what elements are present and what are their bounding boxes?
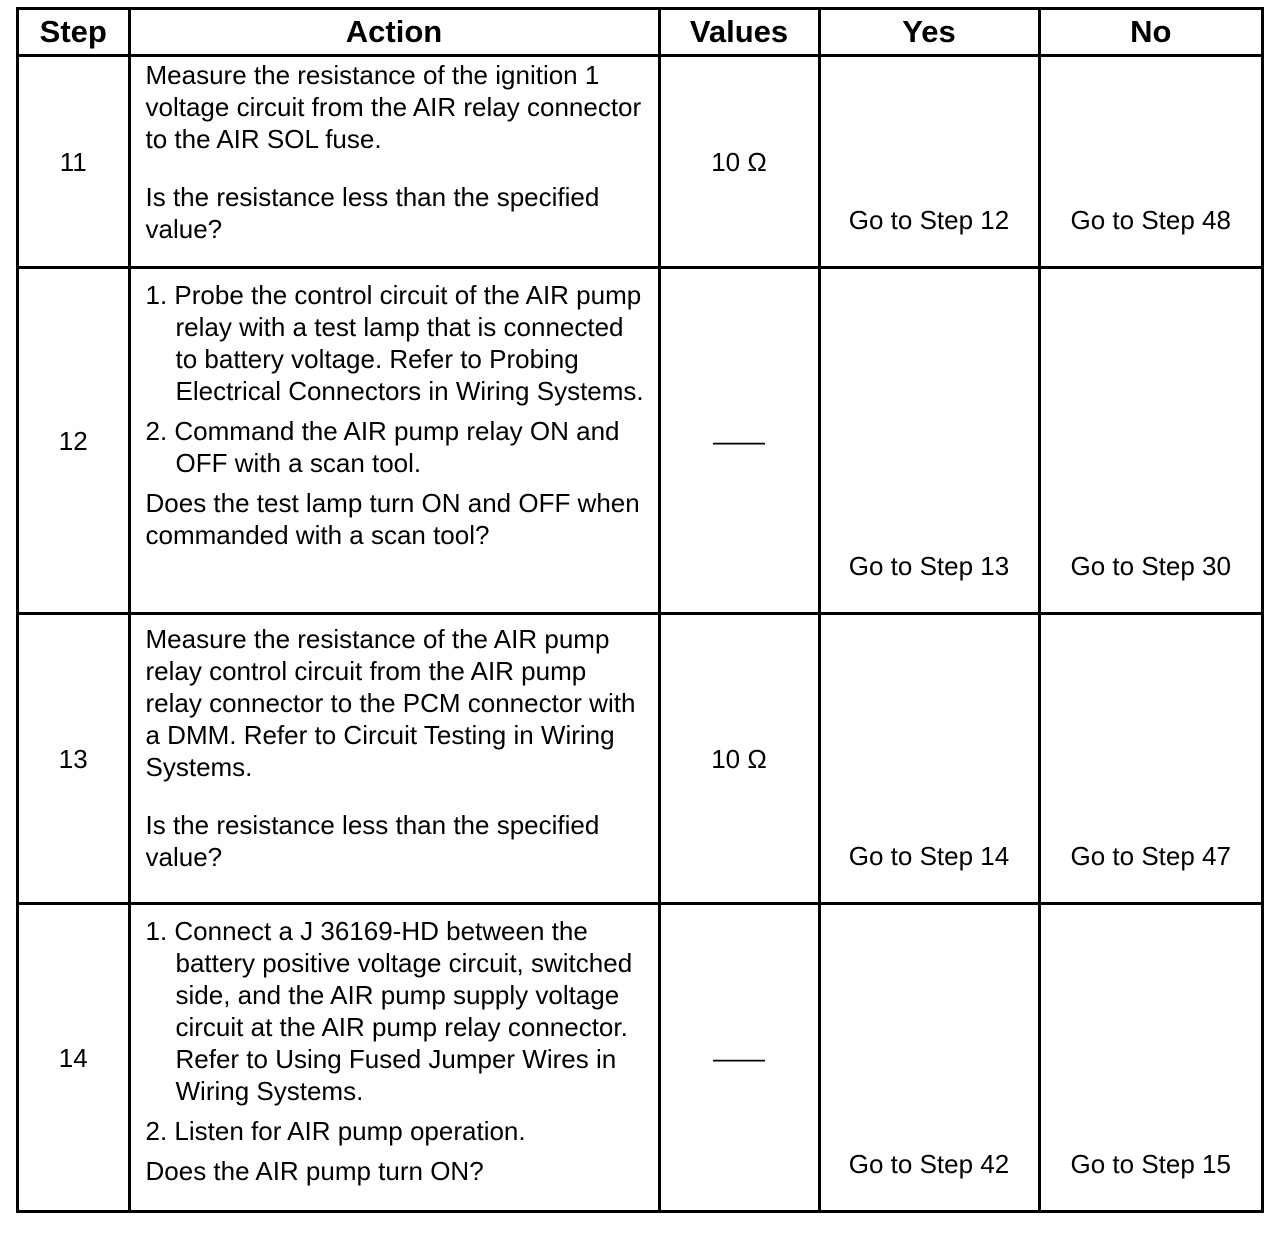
action-text: Measure the resistance of the AIR pump relay control circuit from the AIR pump relay connector to the PCM connector with a DMM. Refer to Circuit Testing in Wiring Systems. [145,624,636,783]
header-row [19,10,1261,56]
action-question: Is the resistance less than the specified value? [145,182,600,245]
action-question: Does the test lamp turn ON and OFF when commanded with a scan tool? [145,488,640,551]
table-row [19,614,1261,904]
step-number: 12 [19,268,129,614]
header-yes: Yes [819,10,1039,56]
action-text: Measure the resistance of the ignition 1 voltage circuit from the AIR relay connector to the AIR SOL fuse. [145,60,642,155]
header-values: Values [659,10,819,56]
values-cell: 10 Ω [659,614,819,904]
action-step-item: 1. Probe the control circuit of the AIR pump relay with a test lamp that is connected to battery voltage. Refer to Probing Electrical Connectors in Wiring Systems. [145,280,644,407]
table-row [19,56,1261,268]
header-no: No [1039,10,1261,56]
action-step-item: 1. Connect a J 36169-HD between the battery positive voltage circuit, switched side, and the AIR pump supply voltage circuit at the AIR pump relay connector. Refer to Using Fused Jumper Wires in Wiring Systems. [145,916,633,1107]
action-step-item: 2. Command the AIR pump relay ON and OFF with a scan tool. [145,416,620,479]
yes-cell: Go to Step 14 [819,614,1039,904]
no-cell: Go to Step 15 [1039,904,1261,1210]
yes-cell: Go to Step 42 [819,904,1039,1210]
step-number: 11 [19,56,129,268]
action-cell [129,268,659,614]
no-cell: Go to Step 47 [1039,614,1261,904]
no-cell: Go to Step 48 [1039,56,1261,268]
values-cell: 10 Ω [659,56,819,268]
no-cell: Go to Step 30 [1039,268,1261,614]
action-cell [129,614,659,904]
yes-cell: Go to Step 13 [819,268,1039,614]
diagnostic-table [16,7,1264,1213]
table-row [19,268,1261,614]
diagnostic-table-grid [19,10,1261,1210]
step-number: 13 [19,614,129,904]
action-cell [129,904,659,1210]
action-question: Does the AIR pump turn ON? [145,1156,484,1187]
header-step: Step [19,10,129,56]
table-row [19,904,1261,1210]
action-cell [129,56,659,268]
action-steps [146,279,650,479]
step-number: 14 [19,904,129,1210]
action-steps [146,915,650,1147]
header-action: Action [129,10,659,56]
action-question: Is the resistance less than the specified value? [145,810,600,873]
values-cell: —— [659,268,819,614]
values-cell: —— [659,904,819,1210]
yes-cell: Go to Step 12 [819,56,1039,268]
action-step-item: 2. Listen for AIR pump operation. [145,1116,526,1147]
